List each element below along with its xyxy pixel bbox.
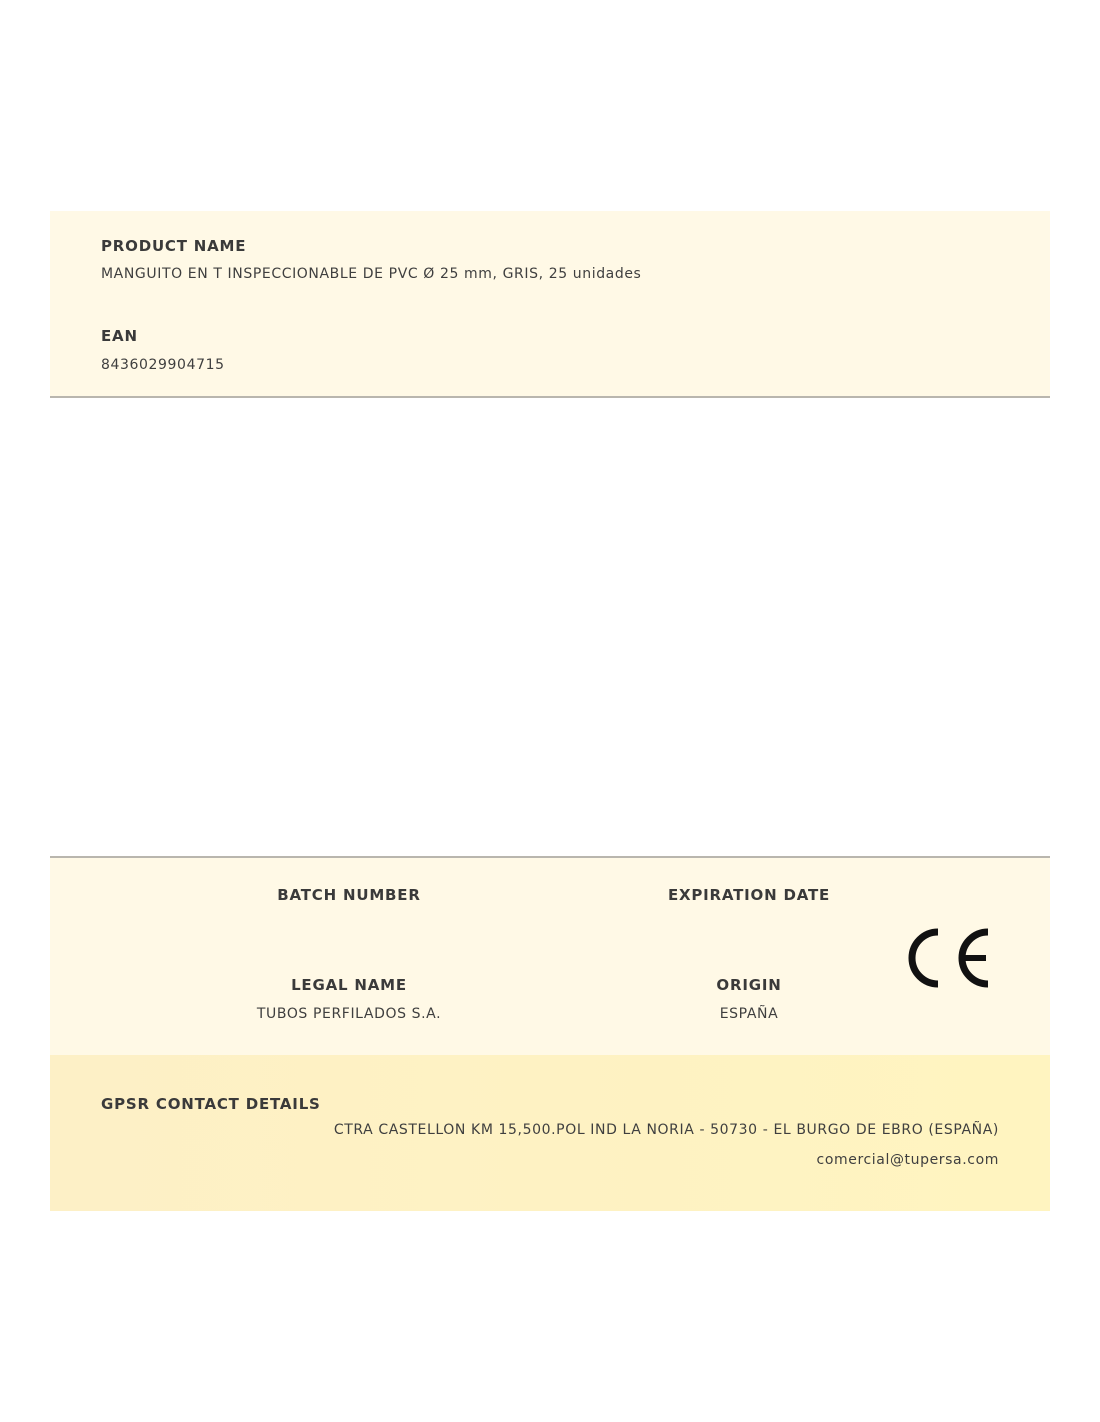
gpsr-contact-section (50, 1055, 1050, 1211)
ean-value: 8436029904715 (101, 357, 225, 373)
legal-name-label: LEGAL NAME (291, 976, 407, 994)
product-section (50, 211, 1050, 398)
origin-value: ESPAÑA (719, 1006, 779, 1022)
ce-mark-icon (908, 928, 992, 988)
gpsr-address: CTRA CASTELLON KM 15,500.POL IND LA NORIA - 50730 - EL BURGO DE EBRO (ESPAÑA) (333, 1122, 999, 1138)
info-section (50, 856, 1050, 1057)
batch-number-label: BATCH NUMBER (277, 886, 421, 904)
product-name-value: MANGUITO EN T INSPECCIONABLE DE PVC Ø 25 mm, GRIS, 25 unidades (101, 266, 642, 282)
expiration-date-label: EXPIRATION DATE (667, 886, 831, 904)
ean-label: EAN (101, 327, 138, 345)
product-name-label: PRODUCT NAME (101, 237, 247, 255)
legal-name-value: TUBOS PERFILADOS S.A. (256, 1006, 442, 1022)
gpsr-contact-label: GPSR CONTACT DETAILS (101, 1095, 321, 1113)
origin-label: ORIGIN (716, 976, 782, 994)
gpsr-email: comercial@tupersa.com (816, 1152, 999, 1168)
